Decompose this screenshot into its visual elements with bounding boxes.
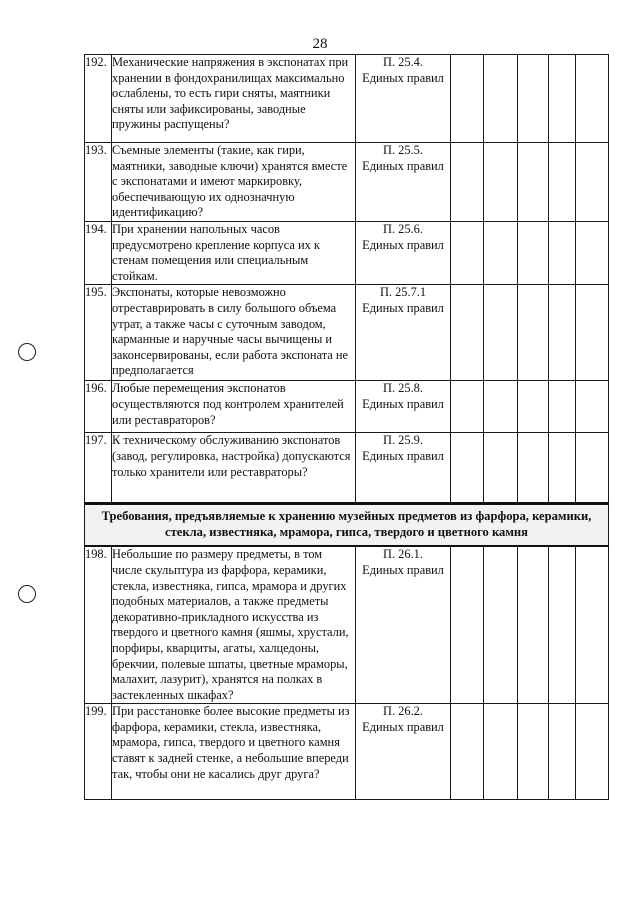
reference-document: Единых правил [362,237,444,252]
answer-cell[interactable] [518,55,549,143]
reference-clause: П. 25.8. [383,381,423,396]
answer-cell[interactable] [484,433,518,504]
reference-document: Единых правил [362,396,444,411]
answer-cell[interactable] [576,433,609,504]
reference-document: Единых правил [362,448,444,463]
row-number: 194. [85,221,112,284]
requirement-text: При хранении напольных часов предусмотрено крепление корпуса их к стенам помещения или специальным стойкам. [112,221,356,284]
answer-cell[interactable] [451,546,484,703]
reference-cell [356,381,451,433]
reference-cell [356,221,451,284]
checklist-table [84,54,609,800]
reference-document: Единых правил [362,300,444,315]
requirement-text: Съемные элементы (такие, как гири, маятники, заводные ключи) хранятся вместе с экспонатами и имеют маркировку, обеспечивающую их однозначную идентификацию? [112,143,356,222]
answer-cell[interactable] [576,143,609,222]
row-number: 193. [85,143,112,222]
row-number: 192. [85,55,112,143]
answer-cell[interactable] [451,433,484,504]
answer-cell[interactable] [451,55,484,143]
reference-cell [356,433,451,504]
answer-cell[interactable] [576,55,609,143]
row-number: 197. [85,433,112,504]
row-number: 198. [85,546,112,703]
answer-cell[interactable] [484,285,518,381]
section-heading: Требования, предъявляемые к хранению музейных предметов из фарфора, керамики, стекла, известняка, мрамора, гипса, твердого и цветного камня [85,504,609,547]
answer-cell[interactable] [484,381,518,433]
section-header-row [85,504,609,547]
answer-cell[interactable] [576,546,609,703]
reference-document: Единых правил [362,562,444,577]
requirement-text: К техническому обслуживанию экспонатов (завод, регулировка, настройка) допускаются только хранители или реставраторы? [112,433,356,504]
punch-hole-upper [18,343,36,361]
answer-cell[interactable] [518,221,549,284]
reference-cell [356,143,451,222]
answer-cell[interactable] [576,704,609,800]
reference-document: Единых правил [362,158,444,173]
reference-document: Единых правил [362,719,444,734]
answer-cell[interactable] [451,381,484,433]
table-row [85,381,609,433]
answer-cell[interactable] [549,433,576,504]
answer-cell[interactable] [549,381,576,433]
answer-cell[interactable] [576,381,609,433]
table-row [85,55,609,143]
answer-cell[interactable] [518,143,549,222]
table-row [85,433,609,504]
reference-cell [356,546,451,703]
row-number: 195. [85,285,112,381]
answer-cell[interactable] [484,546,518,703]
requirement-text: При расстановке более высокие предметы из фарфора, керамики, стекла, известняка, мрамора, гипса, твердого и цветного камня ставят к задней стенке, а небольшие впереди так, чтобы они не касались друг друга? [112,704,356,800]
answer-cell[interactable] [451,221,484,284]
row-number: 196. [85,381,112,433]
reference-document: Единых правил [362,70,444,85]
reference-clause: П. 25.7.1 [379,285,427,300]
answer-cell[interactable] [549,546,576,703]
reference-clause: П. 25.9. [383,433,423,448]
table-row [85,704,609,800]
answer-cell[interactable] [451,143,484,222]
reference-cell [356,704,451,800]
row-number: 199. [85,704,112,800]
requirement-text: Небольшие по размеру предметы, в том числе скульптура из фарфора, керамики, стекла, известняка, гипса, мрамора и других подобных материалов, а также предметы декоративно-прикладного искусства из твердого и цветного камня (яшмы, хрустали, порфиры, кварциты, агаты, халцедоны, брекчии, полевые шпаты, цветные мраморы, малахит, лазурит), хранятся на полках в застекленных шкафах? [112,546,356,703]
reference-clause: П. 25.6. [383,221,423,236]
reference-clause: П. 26.1. [383,547,423,562]
answer-cell[interactable] [549,285,576,381]
answer-cell[interactable] [484,221,518,284]
answer-cell[interactable] [484,143,518,222]
answer-cell[interactable] [518,381,549,433]
requirement-text: Любые перемещения экспонатов осуществляются под контролем хранителей или реставраторов? [112,381,356,433]
table-row [85,221,609,284]
answer-cell[interactable] [518,285,549,381]
answer-cell[interactable] [451,285,484,381]
table-row [85,546,609,703]
punch-hole-lower [18,585,36,603]
table-row [85,285,609,381]
requirement-text: Экспонаты, которые невозможно отреставрировать в силу большого объема утрат, а также часы с суточным заводом, карманные и наручные часы вычищены и законсервированы, если работа экспоната не предполагается [112,285,356,381]
answer-cell[interactable] [451,704,484,800]
page-number: 28 [312,36,328,52]
answer-cell[interactable] [518,704,549,800]
reference-clause: П. 25.5. [383,143,423,157]
reference-cell [356,55,451,143]
reference-clause: П. 25.4. [383,55,423,69]
answer-cell[interactable] [576,221,609,284]
reference-clause: П. 26.2. [383,704,423,719]
answer-cell[interactable] [518,546,549,703]
answer-cell[interactable] [484,704,518,800]
table-row [85,143,609,222]
answer-cell[interactable] [518,433,549,504]
answer-cell[interactable] [549,221,576,284]
answer-cell[interactable] [549,143,576,222]
answer-cell[interactable] [549,704,576,800]
answer-cell[interactable] [549,55,576,143]
answer-cell[interactable] [484,55,518,143]
reference-cell [356,285,451,381]
requirement-text: Механические напряжения в экспонатах при хранении в фондохранилищах максимально ослаблены, то есть гири сняты, маятники сняты или зафиксированы, заводные пружины распущены? [112,55,356,143]
answer-cell[interactable] [576,285,609,381]
